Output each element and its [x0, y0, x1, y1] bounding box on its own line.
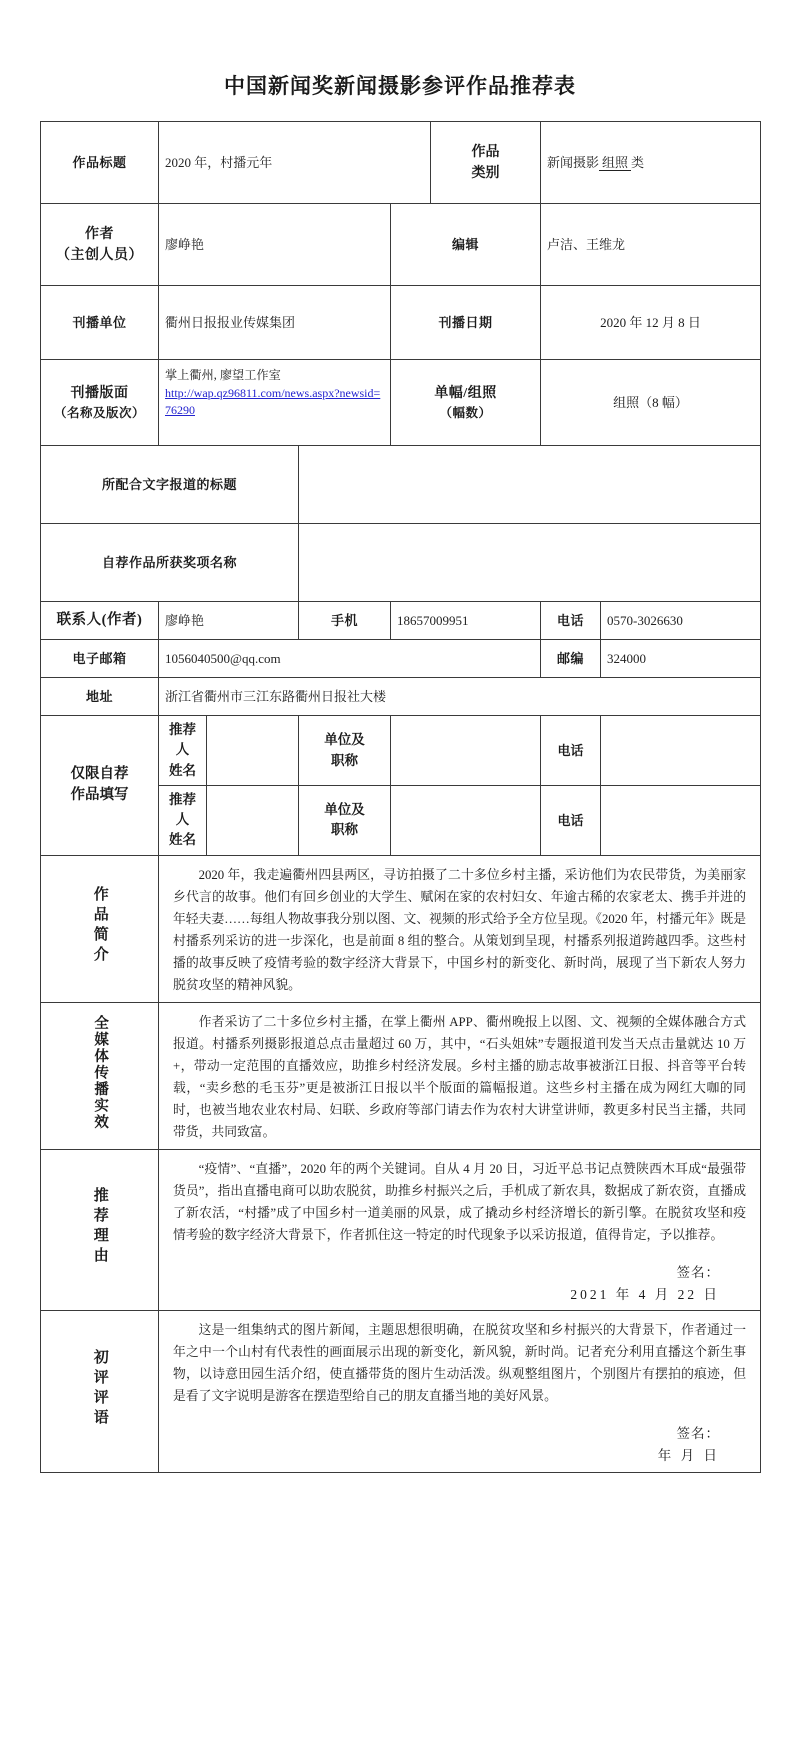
recommender-name-value-1[interactable] — [207, 716, 299, 786]
count-value[interactable]: 组照（8 幅） — [541, 360, 761, 446]
row-summary — [41, 855, 761, 1002]
edition-url-link[interactable]: http://wap.qz96811.com/news.aspx?newsid=76290 — [165, 385, 381, 418]
row-self-recommend-1 — [41, 716, 761, 786]
contact-label: 联系人(作者) — [41, 602, 159, 640]
reason-text: “疫情”、“直播”，2020 年的两个关键词。自从 4 月 20 日，习近平总书记点赞陕西木耳成“最强带货员”，指出直播电商可以助农脱贫，助推乡村振兴之后，手机成了新农具，数据成了新农资，直播成了新农活，“村播”成了中国乡村一道美丽的风景，成了撬动乡村经济增长的新引擎。在脱贫攻坚和疫情考验的数字经济大背景下，作者抓住这一特定的时代现象予以采访报道，值得肯定，予以推荐。 — [173, 1161, 747, 1242]
category-fill[interactable]: 组照 — [599, 155, 631, 171]
reason-signature-label[interactable]: 签名： — [676, 1264, 721, 1280]
recommender-unit-label-1-line2: 职称 — [331, 752, 358, 768]
row-self-award — [41, 524, 761, 602]
summary-body[interactable] — [159, 855, 761, 1002]
row-media-effect — [41, 1002, 761, 1149]
address-value[interactable]: 浙江省衢州市三江东路衢州日报社大楼 — [159, 678, 761, 716]
edition-value[interactable] — [159, 360, 391, 446]
row-reason — [41, 1149, 761, 1311]
row-email — [41, 640, 761, 678]
media-effect-text: 作者采访了二十多位乡村主播，在掌上衢州 APP、衢州晚报上以图、文、视频的全媒体融合方式报道。村播系列摄影报道总点击量超过 60 万，其中，“石头姐妹”专题报道刊发当天点击量就达 10 万+，带动一定范围的直播效应，助推乡村经济发展。乡村主播的励志故事被浙江日报、抖音等平台转载，“卖乡愁的毛玉芬”更是被浙江日报以半个版面的篇幅报道。这些乡村主播在成为网红大咖的同时，也被当地农业农村局、妇联、乡政府等部门请去作为农村大讲堂讲师，教更多村民当主播，共同带货，共同致富。 — [173, 1014, 747, 1139]
recommender-name-label-2 — [159, 785, 207, 855]
initial-review-signature-block — [165, 1423, 754, 1468]
recommender-unit-label-2 — [299, 785, 391, 855]
work-title-value[interactable]: 2020 年，村播元年 — [159, 122, 431, 204]
reason-signature-date[interactable]: 2021 年 4 月 22 日 — [570, 1286, 721, 1302]
recommender-unit-label-1-line1: 单位及 — [324, 732, 365, 748]
row-work-title — [41, 122, 761, 204]
mobile-value[interactable]: 18657009951 — [391, 602, 541, 640]
row-author — [41, 204, 761, 286]
recommender-unit-value-2[interactable] — [391, 785, 541, 855]
reason-signature-block — [165, 1262, 754, 1307]
row-edition — [41, 360, 761, 446]
recommender-phone-value-2[interactable] — [601, 785, 761, 855]
author-value[interactable]: 廖峥艳 — [159, 204, 391, 286]
count-label-line2: （幅数） — [439, 405, 492, 420]
summary-label — [41, 855, 159, 1002]
email-label: 电子邮箱 — [41, 640, 159, 678]
self-award-value[interactable] — [299, 524, 761, 602]
category-prefix: 新闻摄影 — [547, 154, 600, 170]
phone-label: 电话 — [541, 602, 601, 640]
initial-review-text: 这是一组集纳式的图片新闻，主题思想很明确，在脱贫攻坚和乡村振兴的大背景下，作者通过一年之中一个山村有代表性的画面展示出现的新变化，新风貌，新时尚。记者充分利用直播这个新生事物，以诗意田园生活介绍，使直播带货的图片生动活泼。纵观整组图片，个别图片有摆拍的痕迹，但是看了文字说明是游客在摆造型给自己的朋友直播当地的美好风景。 — [173, 1323, 747, 1404]
self-recommend-label-line1: 仅限自荐 — [70, 765, 129, 782]
category-label-line2: 类别 — [471, 165, 500, 181]
recommender-unit-label-2-line2: 职称 — [331, 822, 358, 838]
category-value[interactable] — [541, 122, 761, 204]
reason-label-text: 推荐理由 — [91, 1187, 108, 1268]
phone-value[interactable]: 0570-3026630 — [601, 602, 761, 640]
row-publisher — [41, 286, 761, 360]
row-companion-title — [41, 446, 761, 524]
media-effect-label — [41, 1002, 159, 1149]
contact-value[interactable]: 廖峥艳 — [159, 602, 299, 640]
recommender-phone-label-1: 电话 — [541, 716, 601, 786]
category-label-line1: 作品 — [471, 144, 500, 160]
count-label-line1: 单幅/组照 — [434, 385, 497, 401]
summary-text: 2020 年，我走遍衢州四县两区，寻访拍摄了二十多位乡村主播，采访他们为农民带货，为美丽家乡代言的故事。他们有回乡创业的大学生、赋闲在家的农村妇女、年逾古稀的农家老太、携手并进的年轻夫妻……每组人物故事我分别以图、文、视频的形式给予全方位呈现。《2020 年，村播元年》既是村播系列采访的进一步深化，也是前面 8 组的整合。从策划到呈现，村播系列报道跨越四季。这些村播的故事反映了疫情考验的数字经济大背景下，中国乡村的新变化、新时尚，展现了当下新农人努力脱贫攻坚的精神风貌。 — [173, 867, 747, 992]
initial-review-signature-label[interactable]: 签名： — [676, 1426, 721, 1442]
reason-label — [41, 1149, 159, 1311]
recommender-name-label-1-line1: 推荐人 — [169, 722, 196, 758]
media-effect-label-text: 全媒体传播实效 — [92, 1015, 109, 1131]
recommendation-form-table — [40, 121, 761, 1473]
author-label-line1: 作者 — [85, 226, 114, 242]
editor-label: 编辑 — [391, 204, 541, 286]
recommender-name-value-2[interactable] — [207, 785, 299, 855]
initial-review-label — [41, 1311, 159, 1473]
category-label — [431, 122, 541, 204]
category-suffix: 类 — [631, 154, 645, 170]
recommender-unit-label-2-line1: 单位及 — [324, 802, 365, 818]
recommender-name-label-2-line1: 推荐人 — [169, 791, 196, 828]
summary-label-text: 作品简介 — [91, 885, 108, 966]
row-address — [41, 678, 761, 716]
mobile-label: 手机 — [299, 602, 391, 640]
edition-label-line2: （名称及版次） — [53, 405, 145, 420]
publish-date-label: 刊播日期 — [391, 286, 541, 360]
self-recommend-label-line2: 作品填写 — [70, 787, 129, 804]
initial-review-label-text: 初评评语 — [91, 1348, 108, 1429]
recommender-name-label-1-line2: 姓名 — [169, 762, 196, 778]
reason-body[interactable] — [159, 1149, 761, 1311]
initial-review-body[interactable] — [159, 1311, 761, 1473]
edition-label — [41, 360, 159, 446]
recommender-phone-label-2: 电话 — [541, 785, 601, 855]
publisher-label: 刊播单位 — [41, 286, 159, 360]
edition-platform: 掌上衢州, 廖望工作室 — [165, 368, 281, 383]
zip-value[interactable]: 324000 — [601, 640, 761, 678]
work-title-label: 作品标题 — [41, 122, 159, 204]
self-award-label: 自荐作品所获奖项名称 — [41, 524, 299, 602]
media-effect-body[interactable] — [159, 1002, 761, 1149]
author-label-line2: （主创人员） — [56, 247, 143, 263]
companion-title-value[interactable] — [299, 446, 761, 524]
editor-value[interactable]: 卢洁、王维龙 — [541, 204, 761, 286]
zip-label: 邮编 — [541, 640, 601, 678]
recommender-name-label-2-line2: 姓名 — [169, 832, 196, 848]
row-initial-review — [41, 1311, 761, 1473]
publisher-value[interactable]: 衢州日报报业传媒集团 — [159, 286, 391, 360]
initial-review-signature-date[interactable]: 年 月 日 — [657, 1448, 721, 1464]
address-label: 地址 — [41, 678, 159, 716]
recommender-name-label-1 — [159, 716, 207, 786]
row-contact — [41, 602, 761, 640]
recommender-phone-value-1[interactable] — [601, 716, 761, 786]
recommender-unit-label-1 — [299, 716, 391, 786]
author-label — [41, 204, 159, 286]
companion-title-label: 所配合文字报道的标题 — [41, 446, 299, 524]
email-value[interactable]: 1056040500@qq.com — [159, 640, 541, 678]
self-recommend-section-label — [41, 716, 159, 856]
count-label — [391, 360, 541, 446]
recommender-unit-value-1[interactable] — [391, 716, 541, 786]
edition-label-line1: 刊播版面 — [70, 385, 129, 401]
page-title: 中国新闻奖新闻摄影参评作品推荐表 — [224, 74, 576, 98]
publish-date-value[interactable]: 2020 年 12 月 8 日 — [541, 286, 761, 360]
